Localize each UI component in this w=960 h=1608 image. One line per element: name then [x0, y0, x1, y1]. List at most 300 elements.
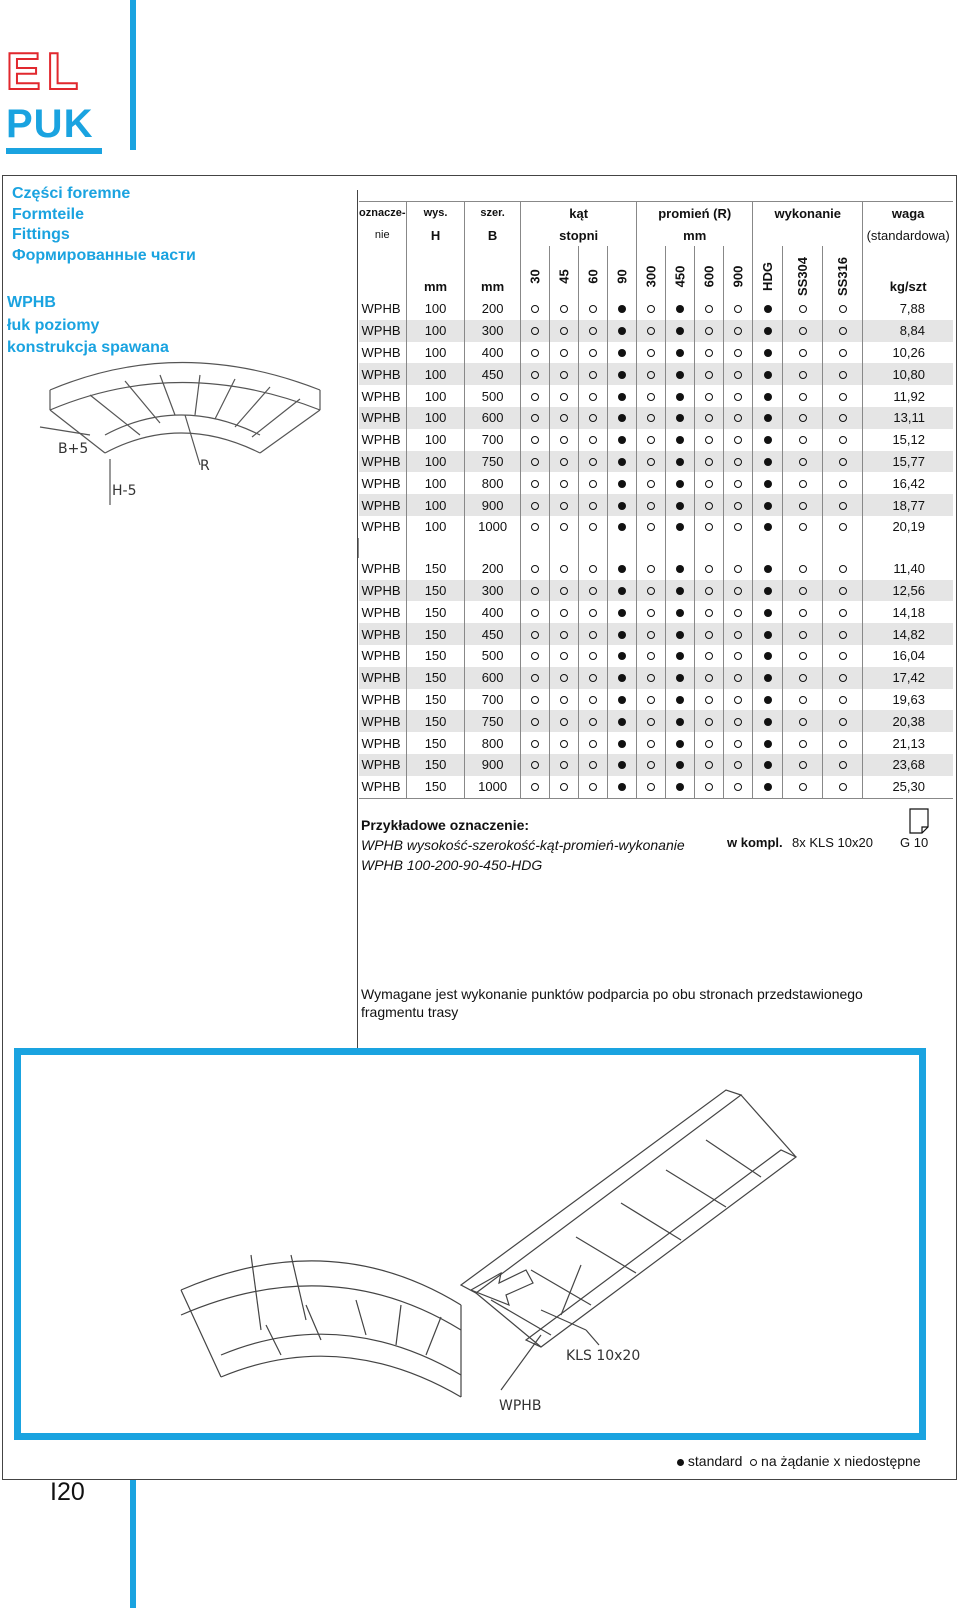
request-ring-icon: [705, 436, 713, 444]
cell-availability: [823, 754, 863, 776]
request-ring-icon: [734, 587, 742, 595]
separator-cell: [407, 538, 465, 558]
cell-availability: [753, 494, 783, 516]
cell-availability: [550, 558, 579, 580]
cell-availability: [823, 298, 863, 320]
cell-availability: [637, 689, 666, 711]
cell-availability: [783, 732, 823, 754]
legend-unavailable: x niedostępne: [833, 1453, 921, 1469]
hdr-promien-300-text: 300: [643, 265, 659, 288]
table-row: [359, 363, 954, 385]
hdr-kat-unit: stopni: [521, 224, 637, 246]
cell-availability: [579, 710, 608, 732]
request-ring-icon: [560, 414, 568, 422]
cell-availability: [521, 667, 550, 689]
standard-dot-icon: [676, 327, 684, 335]
cell-availability: [666, 342, 695, 364]
request-ring-icon: [799, 674, 807, 682]
cell-availability: [695, 601, 724, 623]
separator-cell: [695, 538, 724, 558]
cell-availability: [608, 689, 637, 711]
cell-availability: [724, 363, 753, 385]
cell-szer: 750: [465, 710, 521, 732]
cell-szer: 1000: [465, 516, 521, 538]
cell-availability: [637, 363, 666, 385]
request-ring-icon: [560, 349, 568, 357]
request-ring-icon: [531, 349, 539, 357]
request-ring-icon: [734, 436, 742, 444]
request-ring-icon: [647, 696, 655, 704]
cell-availability: [666, 494, 695, 516]
standard-dot-icon: [764, 740, 772, 748]
reference-code: G 10: [900, 835, 929, 850]
cell-availability: [521, 710, 550, 732]
cell-availability: [753, 689, 783, 711]
cell-availability: [783, 516, 823, 538]
cell-availability: [579, 732, 608, 754]
standard-dot-icon: [676, 480, 684, 488]
standard-dot-icon: [676, 718, 684, 726]
cell-availability: [579, 776, 608, 798]
standard-dot-icon: [618, 761, 626, 769]
cell-availability: [753, 320, 783, 342]
hdr-hdg: [753, 246, 783, 298]
cell-oznaczenie: WPHB: [361, 388, 401, 404]
cell-availability: [783, 407, 823, 429]
request-ring-icon: [647, 327, 655, 335]
bend-technical-drawing: [30, 355, 340, 515]
standard-dot-icon: [764, 436, 772, 444]
cell-availability: [783, 754, 823, 776]
request-ring-icon: [560, 458, 568, 466]
cell-oznaczenie: WPHB: [359, 494, 407, 516]
standard-dot-icon: [618, 371, 626, 379]
logo-puk-text: PUK: [6, 102, 94, 146]
cell-availability: [550, 472, 579, 494]
hdr-promien-900: [724, 246, 753, 298]
cell-szer: 450: [465, 623, 521, 645]
cell-availability: [637, 320, 666, 342]
request-ring-icon: [531, 436, 539, 444]
request-ring-icon: [647, 480, 655, 488]
hdr-waga: waga: [863, 202, 953, 225]
cell-availability: [521, 320, 550, 342]
cell-availability: [695, 516, 724, 538]
request-ring-icon: [647, 305, 655, 313]
hdr-wys-unit: [407, 246, 465, 298]
request-ring-icon: [647, 674, 655, 682]
cell-availability: [753, 623, 783, 645]
standard-dot-icon: [676, 414, 684, 422]
table-row: [359, 754, 954, 776]
request-ring-icon: [734, 696, 742, 704]
standard-dot-icon: [764, 327, 772, 335]
cell-waga: 15,12: [863, 429, 953, 451]
cell-availability: [579, 298, 608, 320]
standard-dot-icon: [764, 587, 772, 595]
request-ring-icon: [839, 783, 847, 791]
cell-availability: [724, 298, 753, 320]
cell-availability: [666, 710, 695, 732]
cell-availability: [550, 494, 579, 516]
cell-availability: [608, 429, 637, 451]
request-ring-icon: [647, 761, 655, 769]
cell-availability: [724, 667, 753, 689]
cell-availability: [608, 732, 637, 754]
cell-availability: [666, 667, 695, 689]
cell-availability: [724, 494, 753, 516]
standard-dot-icon: [618, 783, 626, 791]
cell-availability: [637, 451, 666, 473]
cell-availability: [753, 472, 783, 494]
request-ring-icon: [839, 502, 847, 510]
request-ring-icon: [531, 783, 539, 791]
request-ring-icon: [839, 652, 847, 660]
cell-availability: [753, 732, 783, 754]
cell-availability: [724, 623, 753, 645]
cell-szer: 900: [465, 754, 521, 776]
top-accent-bar: [130, 0, 136, 150]
request-ring-icon: [734, 349, 742, 357]
request-ring-icon: [647, 631, 655, 639]
request-ring-icon: [705, 718, 713, 726]
request-ring-icon: [560, 502, 568, 510]
cell-availability: [521, 623, 550, 645]
cell-availability: [823, 776, 863, 798]
request-ring-icon: [705, 349, 713, 357]
cell-availability: [724, 689, 753, 711]
request-ring-icon: [560, 718, 568, 726]
cell-availability: [521, 558, 550, 580]
cell-availability: [783, 472, 823, 494]
cell-availability: [783, 689, 823, 711]
hdr-ss304: [783, 246, 823, 298]
request-ring-icon: [750, 1459, 757, 1466]
cell-availability: [550, 429, 579, 451]
cell-availability: [579, 494, 608, 516]
cell-availability: [724, 342, 753, 364]
request-ring-icon: [531, 502, 539, 510]
cell-availability: [608, 407, 637, 429]
cell-availability: [823, 472, 863, 494]
cell-oznaczenie: WPHB: [361, 475, 401, 491]
cell-availability: [579, 667, 608, 689]
request-ring-icon: [560, 696, 568, 704]
cell-oznaczenie: WPHB: [361, 691, 401, 707]
cell-availability: [579, 451, 608, 473]
cell-wys: 100: [407, 429, 465, 451]
cell-oznaczenie: WPHB: [359, 320, 407, 342]
cell-wys: 100: [407, 516, 465, 538]
separator-cell: [783, 538, 823, 558]
request-ring-icon: [560, 674, 568, 682]
standard-dot-icon: [618, 523, 626, 531]
cell-availability: [724, 516, 753, 538]
request-ring-icon: [839, 371, 847, 379]
request-ring-icon: [839, 587, 847, 595]
cell-availability: [637, 645, 666, 667]
request-ring-icon: [705, 458, 713, 466]
request-ring-icon: [531, 652, 539, 660]
request-ring-icon: [531, 696, 539, 704]
request-ring-icon: [647, 565, 655, 573]
request-ring-icon: [531, 740, 539, 748]
request-ring-icon: [705, 371, 713, 379]
request-ring-icon: [734, 652, 742, 660]
request-ring-icon: [647, 371, 655, 379]
cell-availability: [608, 623, 637, 645]
cell-availability: [695, 472, 724, 494]
cell-availability: [608, 558, 637, 580]
cell-wys: 100: [407, 342, 465, 364]
cell-szer: 700: [465, 429, 521, 451]
cell-availability: [521, 494, 550, 516]
table-row: [359, 451, 954, 473]
hdr-szer: szer.: [465, 202, 521, 225]
request-ring-icon: [799, 414, 807, 422]
table-row: [359, 407, 954, 429]
cell-availability: [521, 298, 550, 320]
cell-availability: [637, 429, 666, 451]
hdr-kat-60-text: 60: [585, 269, 601, 284]
cell-availability: [783, 494, 823, 516]
cell-availability: [608, 754, 637, 776]
cell-availability: [724, 407, 753, 429]
cell-availability: [695, 451, 724, 473]
request-ring-icon: [560, 761, 568, 769]
request-ring-icon: [705, 480, 713, 488]
cell-availability: [753, 385, 783, 407]
request-ring-icon: [531, 609, 539, 617]
cell-availability: [579, 601, 608, 623]
cell-availability: [550, 320, 579, 342]
cell-wys: 150: [407, 732, 465, 754]
request-ring-icon: [647, 393, 655, 401]
cell-availability: [666, 645, 695, 667]
cell-oznaczenie: WPHB: [361, 561, 401, 577]
cell-availability: [666, 732, 695, 754]
separator-cell: [863, 538, 953, 558]
cell-oznaczenie: WPHB: [361, 432, 401, 448]
request-ring-icon: [589, 696, 597, 704]
cell-availability: [783, 601, 823, 623]
label-wphb: WPHB: [499, 1398, 542, 1414]
title-ru: Формированные части: [12, 246, 196, 264]
request-ring-icon: [560, 305, 568, 313]
cell-szer: 400: [465, 342, 521, 364]
cell-szer: 800: [465, 732, 521, 754]
cell-wys: 100: [407, 494, 465, 516]
hdr-wys: wys.: [407, 202, 465, 225]
cell-availability: [637, 407, 666, 429]
cell-availability: [550, 298, 579, 320]
cell-availability: [579, 429, 608, 451]
standard-dot-icon: [676, 393, 684, 401]
request-ring-icon: [839, 349, 847, 357]
cell-availability: [608, 776, 637, 798]
cell-availability: [637, 342, 666, 364]
cell-availability: [695, 776, 724, 798]
table-row: [359, 320, 954, 342]
cell-availability: [753, 580, 783, 602]
cell-availability: [783, 667, 823, 689]
separator-cell: [753, 538, 783, 558]
cell-availability: [783, 623, 823, 645]
standard-dot-icon: [764, 371, 772, 379]
cell-szer: 300: [465, 320, 521, 342]
request-ring-icon: [589, 718, 597, 726]
request-ring-icon: [531, 761, 539, 769]
table-row: [359, 494, 954, 516]
request-ring-icon: [589, 349, 597, 357]
cell-availability: [783, 385, 823, 407]
cell-szer: 200: [465, 558, 521, 580]
title-de: Formteile: [12, 205, 85, 223]
request-ring-icon: [705, 414, 713, 422]
request-ring-icon: [560, 740, 568, 748]
cell-szer: 750: [465, 451, 521, 473]
request-ring-icon: [589, 609, 597, 617]
standard-dot-icon: [764, 349, 772, 357]
standard-dot-icon: [618, 349, 626, 357]
request-ring-icon: [589, 480, 597, 488]
cell-availability: [637, 732, 666, 754]
installation-illustration-frame: [14, 1048, 926, 1440]
cell-wys: 150: [407, 558, 465, 580]
standard-dot-icon: [764, 761, 772, 769]
cell-availability: [521, 754, 550, 776]
request-ring-icon: [734, 761, 742, 769]
cell-availability: [637, 298, 666, 320]
request-ring-icon: [839, 696, 847, 704]
cell-availability: [695, 320, 724, 342]
table-row: [359, 645, 954, 667]
table-row: [359, 623, 954, 645]
request-ring-icon: [531, 305, 539, 313]
cell-availability: [823, 342, 863, 364]
standard-dot-icon: [676, 349, 684, 357]
cell-availability: [521, 407, 550, 429]
cell-oznaczenie: WPHB: [359, 451, 407, 473]
cell-availability: [550, 689, 579, 711]
cell-availability: [823, 451, 863, 473]
request-ring-icon: [589, 502, 597, 510]
request-ring-icon: [705, 652, 713, 660]
cell-availability: [608, 451, 637, 473]
cell-availability: [724, 645, 753, 667]
cell-availability: [637, 385, 666, 407]
title-pl: Części foremne: [12, 185, 131, 202]
separator-cell: [724, 538, 753, 558]
cell-availability: [608, 385, 637, 407]
request-ring-icon: [589, 305, 597, 313]
standard-dot-icon: [764, 696, 772, 704]
cell-availability: [823, 494, 863, 516]
standard-dot-icon: [676, 761, 684, 769]
request-ring-icon: [799, 327, 807, 335]
table-row: [359, 516, 954, 538]
cell-availability: [823, 601, 863, 623]
bottom-accent-bar: [130, 1480, 136, 1608]
standard-dot-icon: [764, 674, 772, 682]
cell-availability: [521, 776, 550, 798]
request-ring-icon: [589, 565, 597, 573]
cell-availability: [724, 776, 753, 798]
product-title: [7, 292, 169, 360]
cell-szer: 1000: [465, 776, 521, 798]
request-ring-icon: [647, 414, 655, 422]
cell-availability: [753, 363, 783, 385]
cell-availability: [579, 320, 608, 342]
cell-availability: [666, 472, 695, 494]
request-ring-icon: [734, 523, 742, 531]
cell-availability: [608, 363, 637, 385]
cell-szer: 500: [465, 385, 521, 407]
cell-availability: [608, 580, 637, 602]
request-ring-icon: [531, 718, 539, 726]
standard-dot-icon: [618, 674, 626, 682]
request-ring-icon: [799, 652, 807, 660]
cell-availability: [724, 472, 753, 494]
cell-availability: [753, 451, 783, 473]
request-ring-icon: [839, 565, 847, 573]
standard-dot-icon: [676, 458, 684, 466]
standard-dot-icon: [618, 718, 626, 726]
cell-availability: [695, 342, 724, 364]
request-ring-icon: [799, 631, 807, 639]
cell-availability: [608, 320, 637, 342]
standard-dot-icon: [618, 652, 626, 660]
specification-table: [358, 201, 953, 799]
cell-availability: [753, 754, 783, 776]
cell-availability: [695, 732, 724, 754]
cell-availability: [823, 623, 863, 645]
cell-waga: 15,77: [863, 451, 953, 473]
standard-dot-icon: [764, 565, 772, 573]
standard-dot-icon: [676, 740, 684, 748]
request-ring-icon: [647, 436, 655, 444]
cell-wys: 150: [407, 623, 465, 645]
cell-availability: [783, 298, 823, 320]
standard-dot-icon: [618, 305, 626, 313]
request-ring-icon: [589, 458, 597, 466]
cell-availability: [550, 580, 579, 602]
standard-dot-icon: [764, 305, 772, 313]
cell-wys: 100: [407, 407, 465, 429]
cell-waga: 16,04: [863, 645, 953, 667]
cell-availability: [823, 385, 863, 407]
request-ring-icon: [839, 523, 847, 531]
standard-dot-icon: [618, 609, 626, 617]
standard-dot-icon: [676, 523, 684, 531]
request-ring-icon: [560, 393, 568, 401]
request-ring-icon: [799, 587, 807, 595]
hdr-kat-45: [550, 246, 579, 298]
separator-cell: [359, 538, 407, 558]
request-ring-icon: [560, 609, 568, 617]
request-ring-icon: [839, 631, 847, 639]
request-ring-icon: [839, 761, 847, 769]
cell-availability: [550, 667, 579, 689]
table-row: [359, 710, 954, 732]
hdr-kat-30: [521, 246, 550, 298]
cell-availability: [695, 645, 724, 667]
standard-dot-icon: [764, 783, 772, 791]
standard-dot-icon: [676, 587, 684, 595]
hdr-promien-unit: mm: [637, 224, 753, 246]
cell-waga: 11,40: [863, 558, 953, 580]
request-ring-icon: [734, 371, 742, 379]
